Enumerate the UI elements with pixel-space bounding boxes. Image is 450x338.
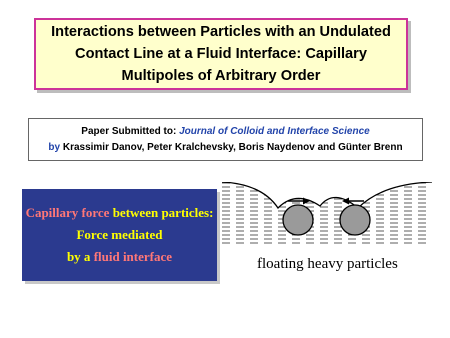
force-mediated-text: Force mediated	[76, 227, 163, 242]
title-line-2: Contact Line at a Fluid Interface: Capillary	[75, 46, 367, 62]
panel-line-1	[26, 205, 214, 221]
paper-info-box	[28, 118, 423, 161]
capillary-force-text: Capillary force	[25, 205, 110, 220]
panel-line-3	[67, 249, 172, 265]
authors-line	[48, 140, 402, 156]
fluid-interface-text: fluid interface	[93, 249, 173, 264]
title-line-3: Multipoles of Arbitrary Order	[121, 68, 321, 84]
journal-name: Journal of Colloid and Interface Science	[179, 125, 370, 137]
between-particles-text: between particles:	[109, 205, 214, 220]
by-word: by	[48, 141, 61, 153]
title-box	[34, 18, 408, 90]
submission-line	[81, 124, 369, 140]
left-particle	[283, 205, 313, 235]
submitted-to-label: Paper Submitted to:	[81, 125, 180, 137]
capillary-force-panel	[22, 189, 217, 281]
authors-list: Krassimir Danov, Peter Kralchevsky, Boris Naydenov and Günter Brenn	[60, 141, 403, 153]
floating-particles-diagram	[222, 182, 432, 244]
title-line-1: Interactions between Particles with an Undulated	[51, 24, 391, 40]
right-particle	[340, 205, 370, 235]
by-a-text: by a	[66, 249, 94, 264]
figure-caption: floating heavy particles	[257, 256, 398, 272]
liquid-region	[222, 182, 432, 244]
